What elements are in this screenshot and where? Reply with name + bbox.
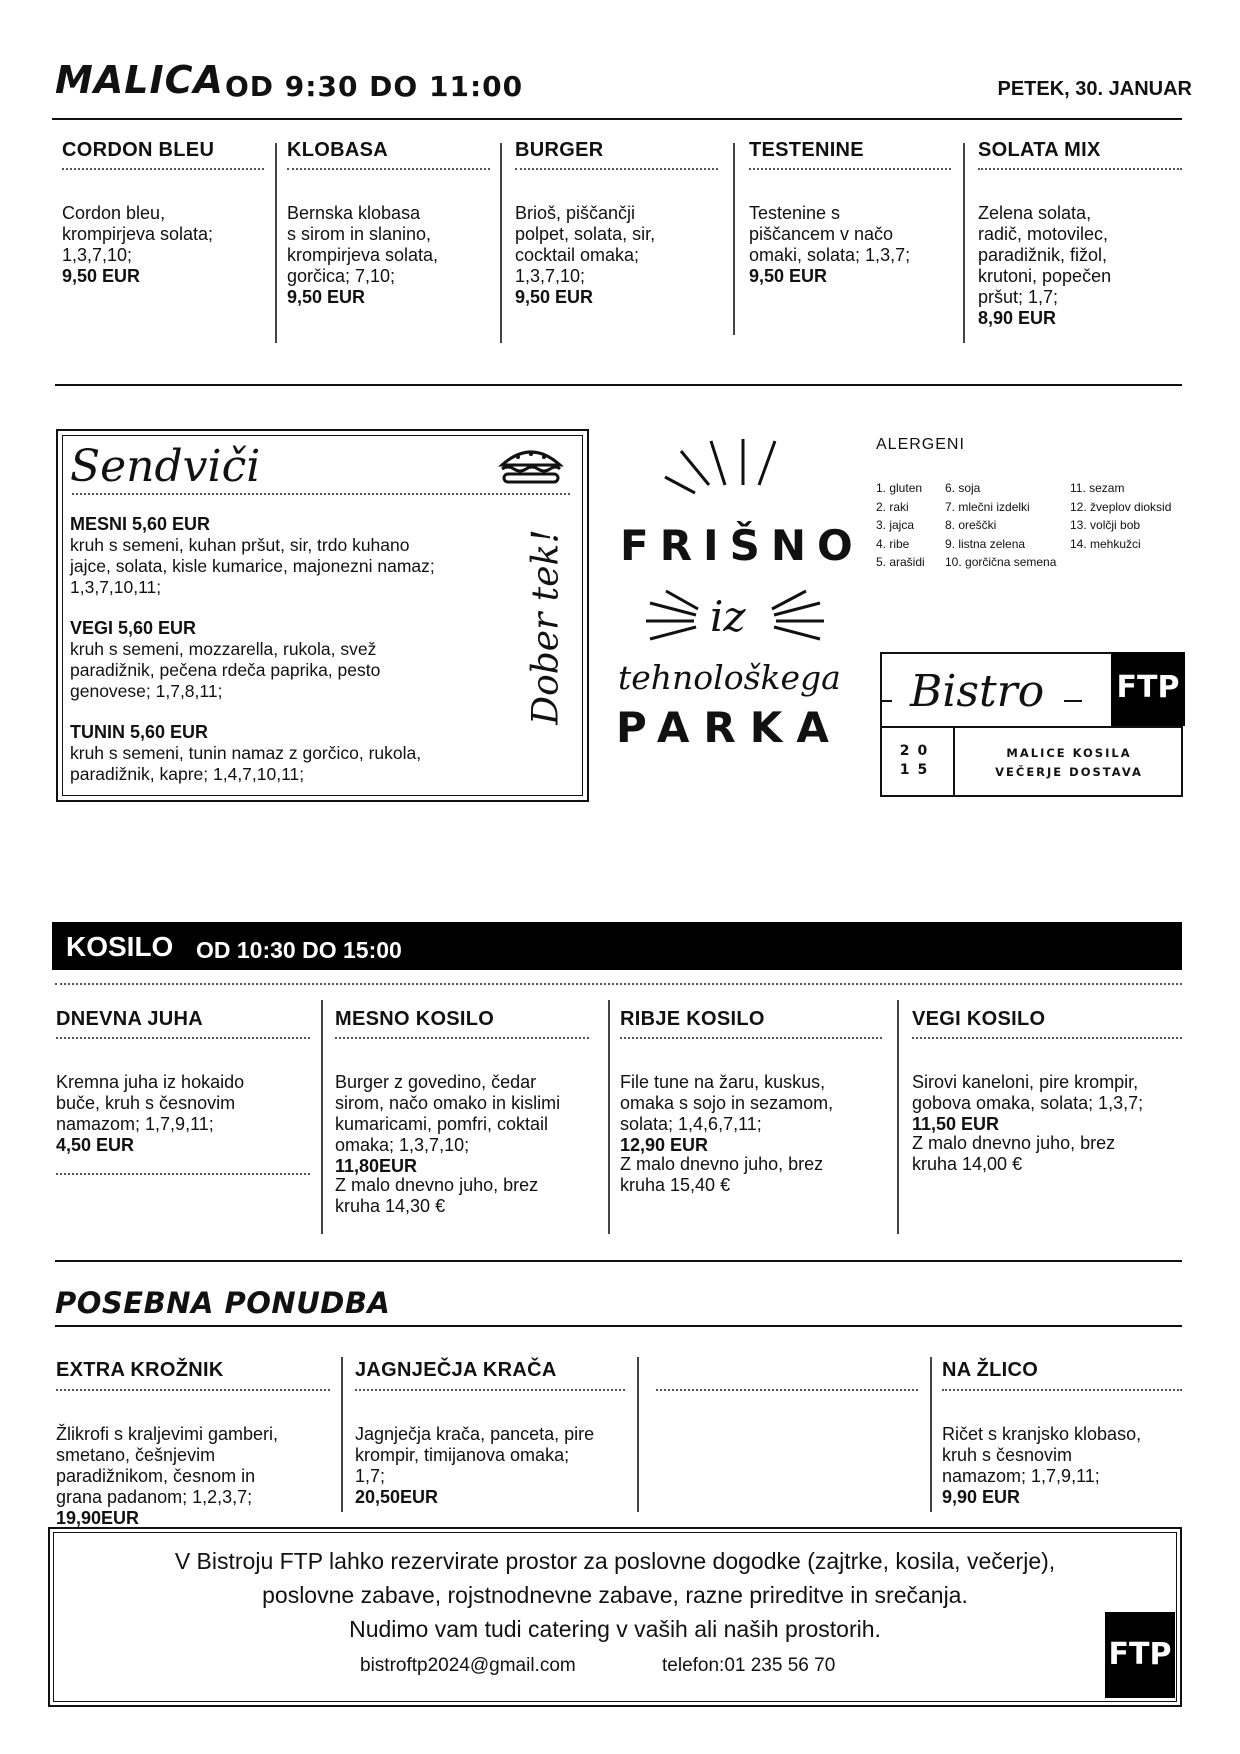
item-price: 9,50 EUR: [62, 266, 141, 286]
posebna-title: POSEBNA PONUDBA: [55, 1286, 391, 1320]
item-description: File tune na žaru, kuskus, omaka s sojo in sezamom, solata; 1,4,6,7,11;: [620, 1072, 834, 1134]
footer-email-link[interactable]: bistroftp2024@gmail.com: [360, 1655, 576, 1676]
divider: [55, 384, 1182, 386]
item-description: Žlikrofi s kraljevimi gamberi, smetano, češnjevim paradižnikom, česnom in grana padanom; 1,2,3,7;: [56, 1424, 279, 1507]
divider: [55, 1325, 1182, 1327]
item-description: Ričet s kranjsko klobaso, kruh s česnovim namazom; 1,7,9,11;: [942, 1424, 1142, 1486]
alergeni-col-2: [945, 479, 1065, 572]
dotted-separator: [56, 1173, 310, 1175]
item-price: 11,80EUR: [335, 1156, 418, 1176]
alergen-item: 7. mlečni izdelki: [945, 499, 1030, 514]
item-price: 8,90 EUR: [978, 308, 1057, 328]
item-description: Testenine s piščancem v načo omaki, solata; 1,3,7;: [749, 203, 911, 265]
item-note: Z malo dnevno juho, brez kruha 14,30 €: [335, 1175, 539, 1216]
dotted-separator: [620, 1037, 882, 1039]
item-title: EXTRA KROŽNIK: [56, 1359, 224, 1381]
dotted-separator: [56, 1037, 310, 1039]
kosilo-header-bar: [52, 922, 1182, 970]
item-price: 11,50 EUR: [912, 1114, 1000, 1134]
item-title: JAGNJEČJA KRAČA: [355, 1359, 557, 1381]
slogan-frisno: FRIŠNO: [620, 521, 864, 570]
item-price: 20,50EUR: [355, 1487, 439, 1507]
item-price: 9,50 EUR: [287, 287, 366, 307]
logo-bistro-text: Bistro: [910, 666, 1045, 717]
column-divider: [930, 1357, 932, 1512]
item-title: BURGER: [515, 139, 604, 161]
item-description: Jagnječja krača, panceta, pire krompir, timijanova omaka; 1,7;: [355, 1424, 595, 1486]
alergen-item: 3. jajca: [876, 518, 915, 533]
item-description: Brioš, piščančji polpet, solata, sir, cocktail omaka; 1,3,7,10;: [515, 203, 656, 286]
item-description: Kremna juha iz hokaido buče, kruh s česnovim namazom; 1,7,9,11;: [56, 1072, 245, 1134]
column-divider: [637, 1357, 639, 1512]
item-price: 19,90EUR: [56, 1508, 140, 1528]
alergen-item: 11. sezam: [1070, 481, 1125, 495]
item-title: CORDON BLEU: [62, 139, 215, 161]
alergen-item: 2. raki: [876, 499, 909, 514]
alergeni-title: ALERGENI: [876, 436, 965, 453]
item-price: 4,50 EUR: [56, 1135, 135, 1155]
column-divider: [321, 1000, 323, 1234]
alergen-item: 14. mehkužci: [1070, 536, 1141, 551]
item-title: RIBJE KOSILO: [620, 1008, 765, 1030]
dotted-separator: [72, 493, 570, 495]
alergen-item: 13. volčji bob: [1070, 518, 1141, 533]
column-divider: [500, 143, 502, 343]
item-title: VEGI KOSILO: [912, 1008, 1046, 1030]
sendvic-description: kruh s semeni, kuhan pršut, sir, trdo kuhano jajce, solata, kisle kumarice, majonezni namaz; 1,3,7,10,11;: [70, 535, 435, 597]
item-title: KLOBASA: [287, 139, 388, 161]
dotted-separator: [62, 168, 264, 170]
alergen-item: 9. listna zelena: [945, 536, 1026, 551]
dotted-separator: [912, 1037, 1182, 1039]
dotted-separator: [55, 983, 1182, 985]
column-divider: [341, 1357, 343, 1512]
alergeni-col-1: [876, 479, 941, 572]
slogan-parka: PARKA: [616, 703, 843, 752]
alergen-item: 8. oreščki: [945, 518, 997, 533]
divider: [55, 1260, 1182, 1262]
alergen-item: 6. soja: [945, 481, 981, 495]
dotted-separator: [335, 1037, 589, 1039]
footer-phone-link[interactable]: telefon:01 235 56 70: [662, 1655, 836, 1676]
dotted-separator: [978, 168, 1182, 170]
sendvic-vegi: [70, 618, 510, 702]
item-description: Sirovi kaneloni, pire krompir, gobova omaka, solata; 1,3,7;: [912, 1072, 1144, 1113]
item-price: 9,50 EUR: [515, 287, 594, 307]
sendvic-name: MESNI 5,60 EUR: [70, 514, 211, 534]
alergen-item: 1. gluten: [876, 481, 923, 495]
dotted-separator: [355, 1389, 625, 1391]
logo-ftp-badge: FTP: [1111, 652, 1185, 726]
footer-line: V Bistroju FTP lahko rezervirate prostor za poslovne dogodke (zajtrke, kosila, večerje),: [174, 1548, 1056, 1574]
slogan-tehnoloskega: tehnološkega: [618, 658, 841, 697]
footer-box: [48, 1527, 1182, 1707]
item-title: SOLATA MIX: [978, 139, 1101, 161]
logo-services: MALICE KOSILA VEČERJE DOSTAVA: [995, 746, 1143, 779]
item-price: 9,90 EUR: [942, 1487, 1021, 1507]
column-divider: [963, 143, 965, 343]
dotted-separator: [515, 168, 718, 170]
item-title: MESNO KOSILO: [335, 1008, 495, 1030]
item-price: 9,50 EUR: [749, 266, 828, 286]
sendvici-title: Sendviči: [70, 441, 261, 492]
column-divider: [733, 143, 735, 335]
item-description: Burger z govedino, čedar sirom, načo omako in kislimi kumaricami, pomfri, coktail omaka; 1,3,7,10;: [335, 1072, 561, 1155]
bistro-ftp-logo: [880, 652, 1183, 797]
divider: [52, 118, 1182, 120]
malica-hours: OD 9:30 DO 11:00: [225, 70, 524, 103]
dotted-separator: [656, 1389, 918, 1391]
alergen-item: 12. žveplov dioksid: [1070, 499, 1172, 514]
dotted-separator: [56, 1389, 330, 1391]
footer-text: [50, 1544, 1180, 1646]
item-title: NA ŽLICO: [942, 1359, 1039, 1381]
dotted-separator: [749, 168, 951, 170]
alergen-item: 4. ribe: [876, 536, 910, 551]
dotted-separator: [287, 168, 490, 170]
footer-line: Nudimo vam tudi catering v vaših ali naših prostorih.: [349, 1616, 881, 1642]
sendvic-description: kruh s semeni, tunin namaz z gorčico, rukola, paradižnik, kapre; 1,4,7,10,11;: [70, 743, 422, 784]
item-note: Z malo dnevno juho, brez kruha 15,40 €: [620, 1154, 824, 1195]
sendvici-box: [56, 429, 589, 802]
item-note: Z malo dnevno juho, brez kruha 14,00 €: [912, 1133, 1116, 1174]
sendvic-tunin: [70, 722, 510, 785]
sendvic-description: kruh s semeni, mozzarella, rukola, svež paradižnik, pečena rdeča paprika, pesto genovese; 1,7,8,11;: [70, 639, 381, 701]
column-divider: [275, 143, 277, 343]
footer-ftp-badge: FTP: [1105, 1612, 1175, 1698]
malica-title: MALICA: [55, 58, 224, 102]
item-description: Zelena solata, radič, motovilec, paradižnik, fižol, krutoni, popečen pršut; 1,7;: [978, 203, 1112, 307]
column-divider: [608, 1000, 610, 1234]
logo-year: 20 15: [899, 743, 936, 778]
sunburst-icon: [655, 437, 825, 499]
item-title: DNEVNA JUHA: [56, 1008, 204, 1030]
kosilo-title: KOSILO: [66, 931, 174, 962]
footer-line: poslovne zabave, rojstnodnevne zabave, razne prireditve in srečanja.: [262, 1582, 968, 1608]
dotted-separator: [942, 1389, 1182, 1391]
dober-tek-text: Dober tek!: [525, 529, 567, 725]
kosilo-hours: OD 10:30 DO 15:00: [196, 937, 402, 963]
sendvic-mesni: [70, 514, 510, 598]
item-description: Cordon bleu, krompirjeva solata; 1,3,7,10;: [62, 203, 214, 265]
menu-date: PETEK, 30. JANUAR: [997, 78, 1192, 100]
alergeni-col-3: [1070, 479, 1190, 553]
slogan-iz: iz: [710, 592, 746, 641]
alergen-item: 10. gorčična semena: [945, 555, 1057, 570]
item-title: TESTENINE: [749, 139, 864, 161]
item-description: Bernska klobasa s sirom in slanino, krompirjeva solata, gorčica; 7,10;: [287, 203, 439, 286]
item-price: 12,90 EUR: [620, 1135, 709, 1155]
sendvic-name: TUNIN 5,60 EUR: [70, 722, 209, 742]
sandwich-icon: [498, 445, 564, 490]
alergen-item: 5. arašidi: [876, 555, 925, 570]
column-divider: [897, 1000, 899, 1234]
sendvic-name: VEGI 5,60 EUR: [70, 618, 197, 638]
